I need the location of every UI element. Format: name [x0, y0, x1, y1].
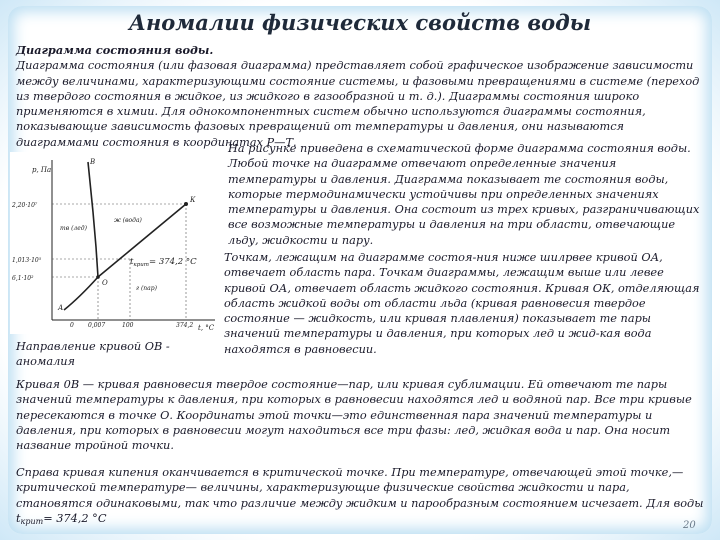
intro-paragraph: [16, 43, 706, 150]
ob-anomaly-note: Направление кривой ОВ - аномалия: [16, 340, 170, 369]
point-label-k: К: [190, 196, 196, 204]
critical-subscript: крит: [20, 516, 44, 526]
x-axis-label: t, °С: [198, 324, 215, 332]
critical-temp-label: $t_{крит}= 374,2$ °С: [130, 257, 197, 268]
intro-text: Диаграмма состояния (или фазовая диаграмма) представляет собой графическое изображение зависимости между величинами, характеризующими состояние системы, и фазовыми превращениями в системе (переход из твердого состояния в жидкое, из жидкого в газообразной и т. д.). Диаграммы состояния широко применяются в химии. Для однокомпонентных систем обычно используются диаграммы состояния, показывающие зависимость фазовых превращений от температуры и давления, они называются диаграммами состояния в координатах Р—Т.: [16, 59, 700, 149]
y-axis-label: р, Па: [32, 166, 52, 174]
region-vapor-label: г (пар): [136, 285, 157, 292]
critical-point-marker: [184, 202, 188, 206]
region-ice-label: тв (лед): [60, 225, 87, 232]
critical-point-paragraph: [16, 465, 706, 529]
phase-diagram: [10, 152, 220, 334]
x-tick-label: 100: [122, 322, 134, 329]
intro-heading: Диаграмма состояния воды.: [16, 43, 214, 57]
point-label-o: О: [102, 279, 108, 287]
critical-value: = 374,2 °С: [43, 511, 107, 525]
critical-text: Справа кривая кипения оканчивается в критической точке. При температуре, отвечающей этой точке,— критической температуре— величины, характеризующие физические свойства жидкости и пара, становятся одинаковыми, так что различие между жидким и парообразным состоянием исчезает. Для воды t: [16, 466, 704, 525]
point-label-b: В: [90, 158, 96, 166]
x-tick-label: 0,007: [88, 322, 106, 329]
page-number: 20: [683, 520, 696, 531]
regions-description: Точкам, лежащим на диаграмме состоя-ния ниже шилрвее кривой ОА, отвечает область пара. Точкам диаграммы, лежащим выше или левее кривой ОА, отвечает область жидкого состояния. Кривая ОК, отделяющая область жидкой воды от области льда (кривая равновесия твердое состояние — жидкость, или кривая плавления) показывает те пары значений температуры и давления, при которых лед и жид-кая вода находятся в равновесии.: [224, 251, 700, 356]
region-liquid-label: ж (вода): [114, 217, 142, 224]
page-title: Аномалии физических свойств воды: [128, 10, 592, 35]
y-tick-label: 6,1·10²: [12, 275, 34, 282]
x-tick-label: 0: [70, 322, 74, 329]
triple-point-marker: [96, 275, 100, 279]
y-tick-label: 2,20·10⁷: [12, 202, 38, 209]
point-label-a: А: [58, 304, 64, 312]
y-tick-label: 1,013·10⁵: [12, 257, 42, 264]
diagram-background: [10, 152, 220, 334]
sublimation-paragraph: Кривая 0В — кривая равновесия твердое состояние—пар, или кривая сублимации. Ей отвечают те пары значений температуры к давления, при которых в равновесии находятся лед и водяной пар. Все три кривые пересекаются в точке О. Координаты этой точки—это единственная пара значений температуры и давления, при которых в равновесии могут находиться все три фазы: лед, жидкая вода и пар. Она носит название тройной точки.: [16, 378, 692, 453]
diagram-description: На рисунке приведена в схематической форме диаграмма состояния воды. Любой точке на диаграмме отвечают определенные значения температуры и давления. Диаграмма показывает те состояния воды, которые термодинамически устойчивы при определенных значениях температуры и давления. Она состоит из трех кривых, разграничивающих все возможные температуры и давления на три области, отвечающие льду, жидкости и пару.: [228, 142, 700, 247]
x-tick-label: 374,2: [176, 322, 194, 329]
